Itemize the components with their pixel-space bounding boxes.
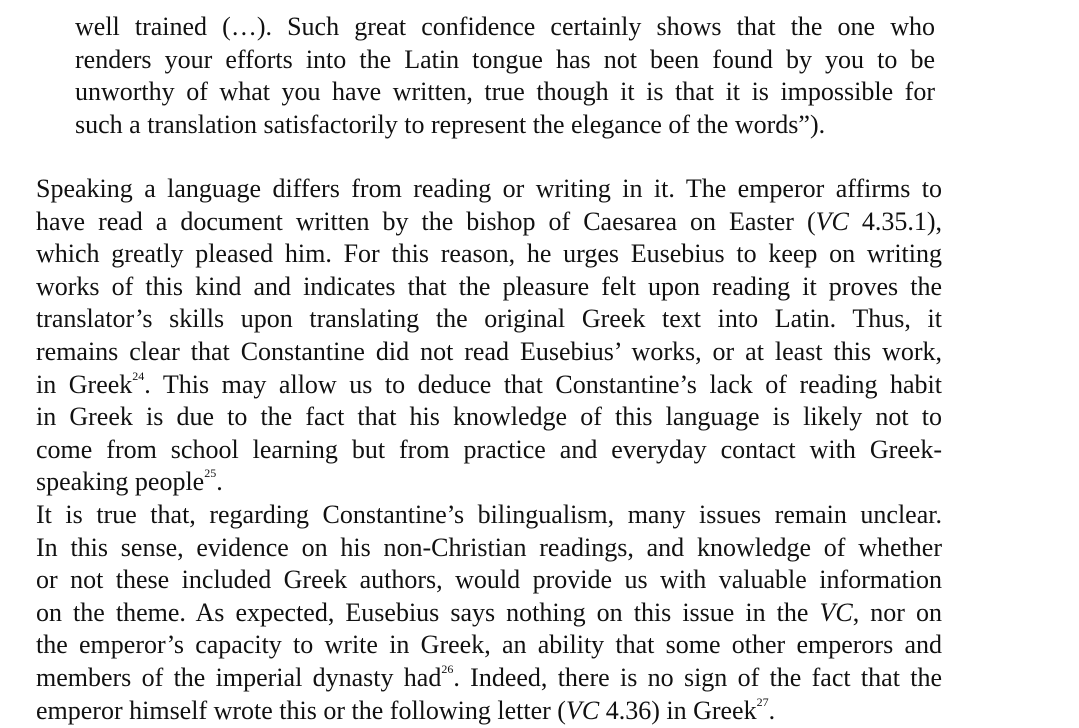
work-abbreviation: VC xyxy=(565,695,600,725)
paragraph-line: speaking people$^{25}$. xyxy=(36,466,223,497)
paragraph-line: or not these included Greek authors, would provide us with valuable information xyxy=(36,565,942,595)
work-abbreviation: VC xyxy=(819,597,853,627)
block-quote xyxy=(75,11,935,141)
paragraph-line: come from school learning but from practice and everyday contact with Greek- xyxy=(36,434,942,464)
paragraph-line: members of the imperial dynasty had$^{26}$. Indeed, there is no sign of the fact that the xyxy=(36,661,942,692)
paragraph-line: emperor himself wrote this or the following letter (VC 4.36) in Greek$^{27}$. xyxy=(36,694,776,725)
quote-line: unworthy of what you have written, true though it is that it is impossible for xyxy=(75,77,935,107)
footnote-marker[interactable]: 27 xyxy=(756,694,769,709)
paragraph-line: It is true that, regarding Constantine’s bilingualism, many issues remain unclear. xyxy=(36,499,942,529)
body-text xyxy=(36,173,942,727)
paragraph-line: works of this kind and indicates that the pleasure felt upon reading it proves the xyxy=(36,271,942,301)
paragraph-line: in Greek$^{24}$. This may allow us to deduce that Constantine’s lack of reading habit xyxy=(36,368,942,399)
footnote-marker[interactable]: 24 xyxy=(132,368,145,383)
quote-line: such a translation satisfactorily to represent the elegance of the words”). xyxy=(75,109,826,139)
paragraph-line: in Greek is due to the fact that his knowledge of this language is likely not to xyxy=(36,402,942,432)
footnote-marker[interactable]: 26 xyxy=(441,661,454,676)
footnote-marker[interactable]: 25 xyxy=(204,466,217,481)
quote-line: well trained (…). Such great confidence certainly shows that the one who xyxy=(75,12,935,41)
paragraph-line: on the theme. As expected, Eusebius says nothing on this issue in the VC, nor on xyxy=(36,597,942,627)
work-abbreviation: VC xyxy=(815,206,849,236)
quote-line: renders your efforts into the Latin tongue has not been found by you to be xyxy=(75,44,935,74)
paragraph-line: translator’s skills upon translating the original Greek text into Latin. Thus, it xyxy=(36,304,942,334)
paragraph-line: the emperor’s capacity to write in Greek, an ability that some other emperors and xyxy=(36,630,942,660)
paragraph-line: which greatly pleased him. For this reason, he urges Eusebius to keep on writing xyxy=(36,239,942,269)
paragraph-line: remains clear that Constantine did not read Eusebius’ works, or at least this work, xyxy=(36,336,942,366)
paragraph-line: have read a document written by the bishop of Caesarea on Easter (VC 4.35.1), xyxy=(36,206,942,236)
paragraph-line: Speaking a language differs from reading or writing in it. The emperor affirms to xyxy=(36,174,942,203)
paragraph-line: In this sense, evidence on his non-Christian readings, and knowledge of whether xyxy=(36,532,942,562)
